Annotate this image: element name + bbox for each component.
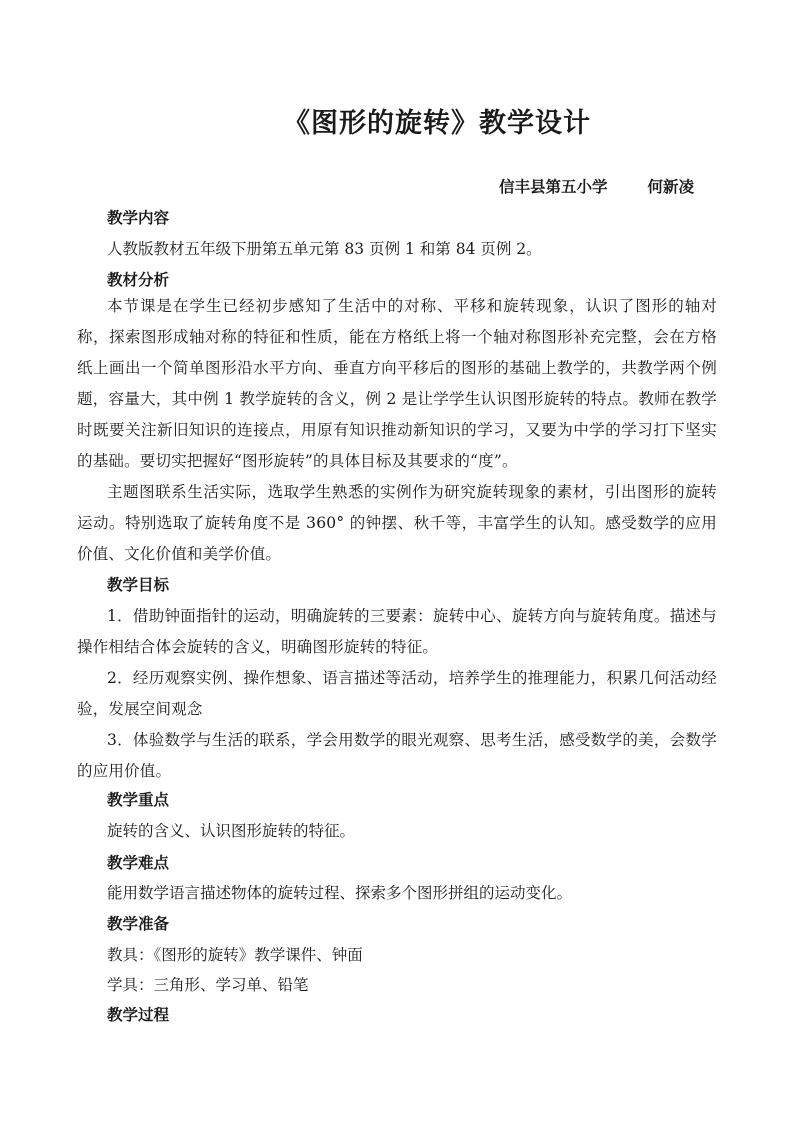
heading-analysis: 教材分析	[107, 270, 170, 289]
analysis-paragraph-2: 主题图联系生活实际，选取学生熟悉的实例作为研究旋转现象的素材，引出图形的旋转运动。特别选取了旋转角度不是 360° 的钟摆、秋千等，丰富学生的认知。感受数学的应用价值、文化价值和美学价值。	[77, 483, 717, 563]
document-title: 《图形的旋转》教学设计	[283, 108, 591, 139]
key-points-text: 旋转的含义、认识图形旋转的特征。	[107, 822, 356, 840]
difficulties-text: 能用数学语言描述物体的旋转过程、探索多个图形拼组的运动变化。	[107, 884, 573, 902]
goal-item-1: 1．借助钟面指针的运动，明确旋转的三要素：旋转中心、旋转方向与旋转角度。描述与操作相结合体会旋转的含义，明确图形旋转的特征。	[77, 607, 717, 656]
preparation-teacher: 教具：《图形的旋转》教学课件、钟面	[107, 946, 363, 964]
heading-preparation: 教学准备	[107, 914, 170, 933]
content-text: 人教版教材五年级下册第五单元第 83 页例 1 和第 84 页例 2。	[107, 240, 542, 258]
goal-item-3: 3．体验数学与生活的联系，学会用数学的眼光观察、思考生活，感受数学的美，会数学的应用价值。	[77, 731, 717, 780]
heading-process: 教学过程	[107, 1005, 170, 1024]
preparation-student: 学具：三角形、学习单、铅笔	[107, 976, 309, 994]
goal-item-2: 2．经历观察实例、操作想象、语言描述等活动，培养学生的推理能力，积累几何活动经验，发展空间观念	[77, 669, 717, 718]
heading-key-points: 教学重点	[107, 790, 170, 809]
heading-content: 教学内容	[107, 208, 170, 227]
author-school: 信丰县第五小学	[498, 177, 608, 196]
heading-goals: 教学目标	[107, 575, 170, 594]
heading-difficulties: 教学难点	[107, 853, 170, 872]
author-name: 何新凌	[647, 177, 694, 196]
author-line	[499, 175, 694, 199]
analysis-paragraph-1: 本节课是在学生已经初步感知了生活中的对称、平移和旋转现象，认识了图形的轴对称，探索图形成轴对称的特征和性质，能在方格纸上将一个轴对称图形补充完整，会在方格纸上画出一个简单图形沿水平方向、垂直方向平移后的图形的基础上教学的，共教学两个例题，容量大，其中例 1 教学旋转的含义，例 2 是让学学生认识图形旋转的特点。教师在教学时既要关注新旧知识的连接点，用原有知识推动新知识的学习，又要为中学的学习打下坚实的基础。要切实把握好“图形旋转”的具体目标及其要求的“度”。	[77, 297, 717, 470]
